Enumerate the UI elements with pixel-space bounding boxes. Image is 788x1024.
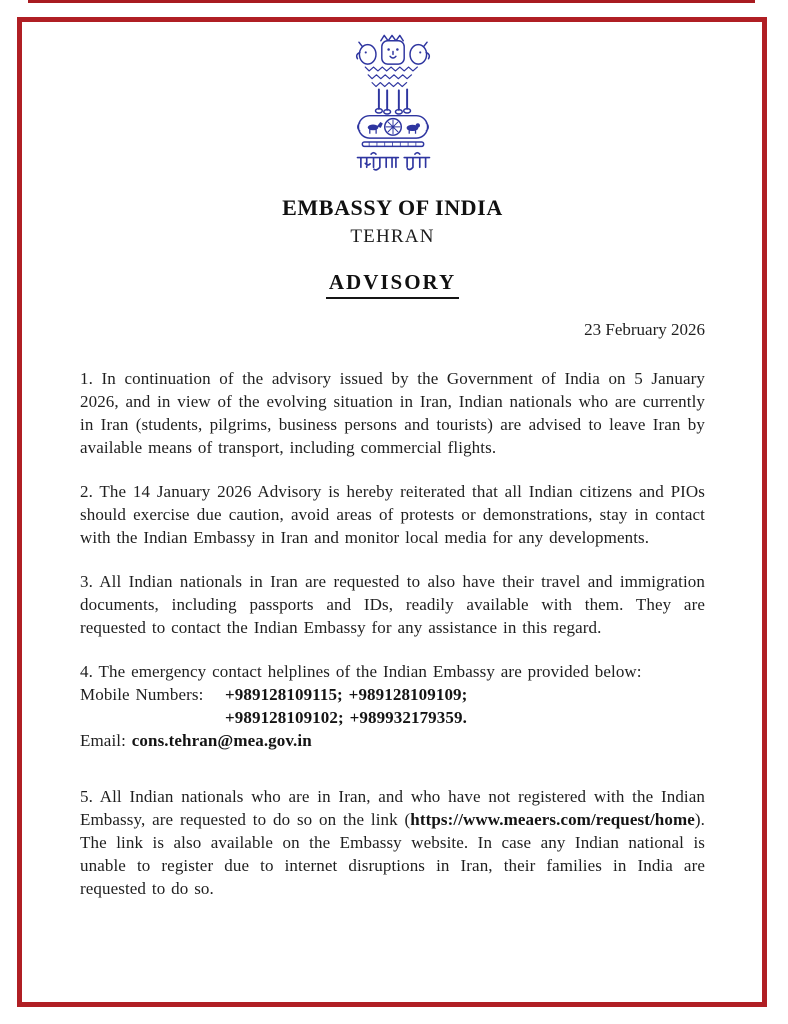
document-body	[80, 367, 705, 900]
lion-capital-icon	[356, 35, 429, 114]
paragraph-4-contacts	[80, 660, 705, 752]
organization-name: EMBASSY OF INDIA	[282, 195, 503, 220]
paragraph-5	[80, 785, 705, 900]
horse-icon	[367, 122, 382, 134]
mobile-numbers-line-1	[80, 683, 705, 706]
paragraph-5-text-start: 5. All Indian nationals who are in Iran, and who have not registered with the Indian Embassy, are requested to do so on the link (	[80, 787, 705, 829]
abacus-frieze-icon	[357, 116, 428, 138]
paragraph-2: 2. The 14 January 2026 Advisory is hereby reiterated that all Indian citizens and PIOs should exercise due caution, avoid areas of protests or demonstrations, stay in contact with the Indian Embassy in Iran and monitor local media for any developments.	[80, 482, 705, 547]
ashoka-chakra-icon	[384, 119, 401, 136]
satyameva-jayate-motto	[357, 153, 429, 170]
email-address: cons.tehran@mea.gov.in	[131, 731, 312, 750]
document-title: ADVISORY	[326, 270, 459, 299]
page-top-border-line	[28, 0, 755, 3]
paragraph-3: 3. All Indian nationals in Iran are requested to also have their travel and immigration documents, including passports and IDs, readily available with them. They are requested to contact the Indian Embassy for any assistance in this regard.	[80, 572, 705, 637]
document-date: 23 February 2026	[584, 320, 705, 339]
mobile-numbers-group-2: +989128109102; +989932179359.	[225, 708, 467, 727]
document-title-row	[80, 270, 705, 299]
email-label: Email:	[80, 731, 132, 750]
organization-city: TEHRAN	[350, 226, 435, 247]
paragraph-1: 1. In continuation of the advisory issued by the Government of India on 5 January 2026, and in view of the evolving situation in Iran, Indian nationals who are currently in Iran (students, pilgrims, business persons and tourists) are advised to leave Iran by available means of transport, including commercial flights.	[80, 369, 705, 457]
mobile-numbers-label: Mobile Numbers:	[80, 685, 204, 704]
paragraph-5-text-end: ). The link is also available on the Embassy website. In case any Indian national is unable to register due to internet disruptions in Iran, their families in India are requested to do so.	[80, 810, 705, 898]
registration-link-url: https://www.meaers.com/request/home	[410, 810, 695, 829]
mobile-numbers-group-1: +989128109115; +989128109109;	[225, 685, 468, 704]
email-line	[80, 729, 705, 752]
emblem-container	[80, 32, 705, 183]
helplines-intro: 4. The emergency contact helplines of the Indian Embassy are provided below:	[80, 662, 642, 681]
advisory-document	[17, 17, 767, 1007]
emblem-base-icon	[362, 142, 423, 146]
bull-icon	[406, 123, 419, 133]
india-national-emblem-icon	[337, 32, 449, 178]
